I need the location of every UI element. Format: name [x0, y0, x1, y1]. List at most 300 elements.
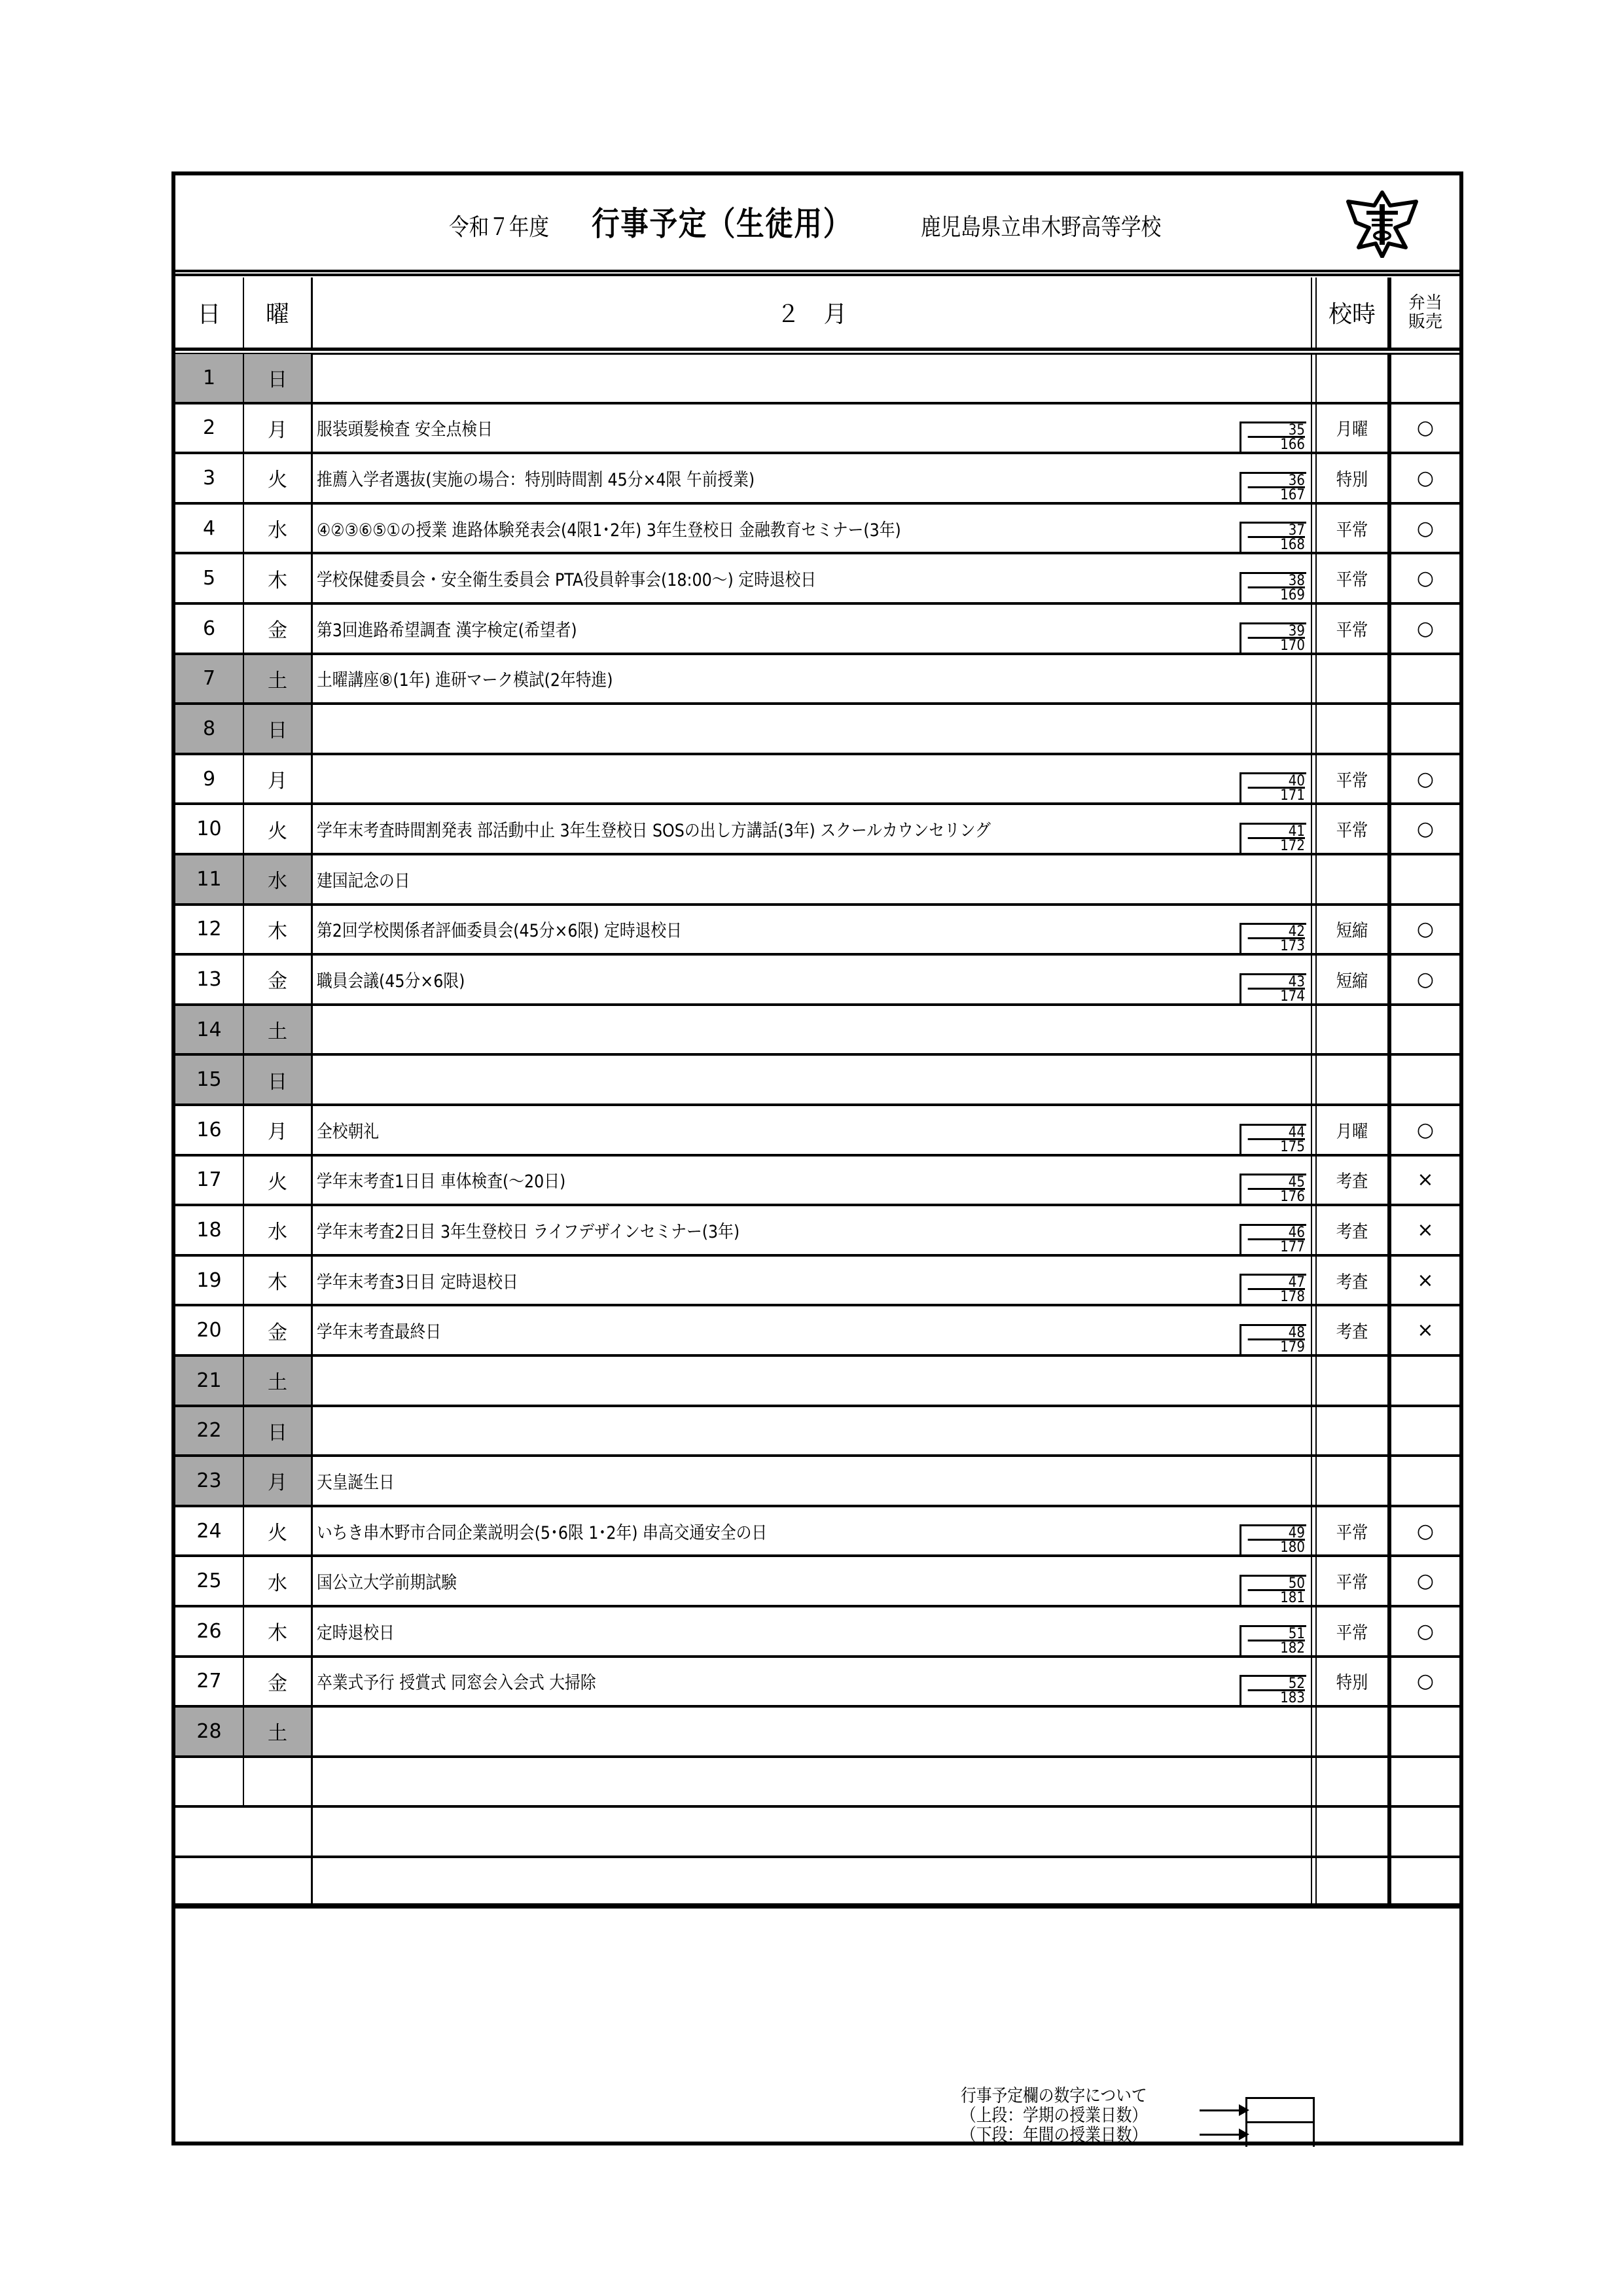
event-cell [313, 1808, 1312, 1856]
header-month: ２ 月 [313, 278, 1312, 348]
event-text: 全校朝礼 [317, 1121, 380, 1142]
year-class-days: 167 [1280, 486, 1305, 503]
day-number: 11 [175, 855, 244, 903]
term-class-days: 39 [1248, 624, 1305, 639]
title-band [175, 175, 1459, 272]
legend-box-lower [1247, 2123, 1313, 2147]
event-text: 職員会議(45分×6限) [317, 971, 465, 992]
table-row [175, 1006, 1459, 1056]
table-row [175, 1557, 1459, 1607]
period-mode [1317, 1607, 1391, 1655]
day-number: 21 [175, 1357, 244, 1405]
year-class-days: 172 [1280, 837, 1305, 854]
table-row [175, 1758, 1459, 1808]
term-class-days: 43 [1248, 975, 1305, 990]
class-day-count [1240, 1524, 1306, 1554]
period-mode [1317, 705, 1391, 753]
event-cell [313, 554, 1312, 602]
day-number: 10 [175, 805, 244, 853]
event-cell [313, 1708, 1312, 1755]
term-class-days: 35 [1248, 423, 1305, 438]
period-mode-text: 月曜 [1336, 1121, 1368, 1142]
event-cell [313, 1306, 1312, 1354]
day-number: 16 [175, 1106, 244, 1154]
weekday: 木 [244, 1257, 313, 1304]
event-text: 卒業式予行 授賞式 同窓会入会式 大掃除 [317, 1673, 596, 1694]
event-cell [313, 1006, 1312, 1054]
day-number: 6 [175, 605, 244, 653]
table-row [175, 1306, 1459, 1357]
term-class-days: 50 [1248, 1577, 1305, 1591]
lunch-sales-mark: ○ [1416, 967, 1435, 991]
header-day: 日 [175, 278, 244, 348]
table-row [175, 404, 1459, 455]
weekday [244, 1808, 313, 1856]
weekday [244, 1758, 313, 1806]
class-day-count [1240, 1274, 1306, 1304]
legend-arrow-lower-icon [1200, 2134, 1240, 2136]
year-class-days: 181 [1280, 1589, 1305, 1606]
lunch-sales-mark: ○ [1416, 817, 1435, 841]
event-text: 定時退校日 [317, 1623, 395, 1643]
weekday: 金 [244, 1658, 313, 1706]
event-cell [313, 805, 1312, 853]
header-lunch-line1: 弁当 [1408, 293, 1442, 313]
day-number: 19 [175, 1257, 244, 1304]
term-class-days: 44 [1248, 1126, 1305, 1140]
event-cell [313, 855, 1312, 903]
school-name: 鹿児島県立串木野高等学校 [921, 214, 1162, 241]
table-row [175, 755, 1459, 806]
lunch-sales-mark [1391, 1708, 1459, 1755]
period-mode [1317, 1557, 1391, 1605]
event-cell [313, 1407, 1312, 1455]
term-class-days: 41 [1248, 825, 1305, 839]
day-number: 15 [175, 1056, 244, 1103]
lunch-sales-mark [1391, 1858, 1459, 1903]
lunch-sales-mark: ○ [1416, 918, 1435, 941]
lunch-sales-mark [1391, 354, 1459, 402]
term-class-days: 45 [1248, 1175, 1305, 1190]
term-class-days: 49 [1248, 1526, 1305, 1541]
legend-heading: 行事予定欄の数字について [961, 2086, 1147, 2106]
period-mode [1317, 1758, 1391, 1806]
class-day-count [1240, 622, 1306, 653]
weekday [244, 1858, 313, 1903]
period-mode [1317, 505, 1391, 552]
period-mode [1317, 404, 1391, 452]
weekday: 日 [244, 354, 313, 402]
lunch-sales-mark: × [1417, 1268, 1434, 1292]
event-text: 建国記念の日 [317, 870, 410, 891]
period-mode [1317, 554, 1391, 602]
weekday: 土 [244, 655, 313, 703]
lunch-sales-mark [1391, 1758, 1459, 1806]
day-number: 5 [175, 554, 244, 602]
period-mode [1317, 1808, 1391, 1856]
event-cell [313, 1056, 1312, 1103]
lunch-sales-mark [1391, 1006, 1459, 1054]
weekday: 土 [244, 1006, 313, 1054]
event-text: 第3回進路希望調査 漢字検定(希望者) [317, 620, 577, 641]
event-cell [313, 1507, 1312, 1555]
weekday: 木 [244, 1607, 313, 1655]
page-title: 行事予定（生徒用） [592, 205, 852, 243]
event-text: ④②③⑥⑤①の授業 進路体験発表会(4限1･2年) 3年生登校日 金融教育セミナー(3年) [317, 520, 901, 541]
term-class-days: 38 [1248, 574, 1305, 588]
period-mode-text: 平常 [1336, 570, 1368, 591]
term-class-days: 37 [1248, 524, 1305, 538]
class-day-count [1240, 923, 1306, 953]
legend-box-upper [1247, 2099, 1313, 2123]
legend-count-box [1245, 2097, 1315, 2147]
period-mode [1317, 755, 1391, 803]
table-row [175, 855, 1459, 906]
table-row [175, 605, 1459, 655]
term-class-days: 52 [1248, 1677, 1305, 1691]
class-day-count [1240, 422, 1306, 452]
year-class-days: 182 [1280, 1640, 1305, 1657]
lunch-sales-mark: ○ [1416, 1519, 1435, 1543]
day-number: 2 [175, 404, 244, 452]
lunch-sales-mark [1391, 1457, 1459, 1505]
period-mode [1317, 906, 1391, 954]
table-row [175, 1206, 1459, 1257]
lunch-sales-mark: ○ [1416, 567, 1435, 590]
class-day-count [1240, 1174, 1306, 1204]
lunch-sales-mark: × [1417, 1319, 1434, 1342]
weekday: 金 [244, 956, 313, 1003]
lunch-sales-mark: × [1417, 1168, 1434, 1192]
day-number [175, 1758, 244, 1806]
period-mode [1317, 655, 1391, 703]
year-class-days: 173 [1280, 938, 1305, 955]
event-text: 推薦入学者選抜(実施の場合：特別時間割 45分×4限 午前授業) [317, 469, 755, 490]
lunch-sales-mark [1391, 855, 1459, 903]
weekday: 木 [244, 906, 313, 954]
class-day-count [1240, 973, 1306, 1003]
day-number: 8 [175, 705, 244, 753]
event-text: 土曜講座⑧(1年) 進研マーク模試(2年特進) [317, 670, 613, 691]
weekday: 水 [244, 1557, 313, 1605]
weekday: 土 [244, 1357, 313, 1405]
class-day-count [1240, 1324, 1306, 1354]
period-mode [1317, 1457, 1391, 1505]
lunch-sales-mark [1391, 1056, 1459, 1103]
term-class-days: 47 [1248, 1276, 1305, 1290]
period-mode-text: 平常 [1336, 770, 1368, 791]
weekday: 水 [244, 855, 313, 903]
header-weekday: 曜 [244, 278, 313, 348]
period-mode-text: 短縮 [1336, 971, 1368, 992]
table-row [175, 354, 1459, 404]
weekday: 水 [244, 505, 313, 552]
period-mode-text: 平常 [1336, 1573, 1368, 1594]
term-class-days: 48 [1248, 1326, 1305, 1340]
day-number: 18 [175, 1206, 244, 1254]
legend-upper: （上段：学期の授業日数） [961, 2106, 1148, 2126]
table-row [175, 1708, 1459, 1758]
table-row [175, 1357, 1459, 1407]
class-day-count [1240, 522, 1306, 552]
year-class-days: 168 [1280, 537, 1305, 554]
event-cell [313, 354, 1312, 402]
class-day-count [1240, 1625, 1306, 1655]
event-cell [313, 1758, 1312, 1806]
weekday: 金 [244, 605, 313, 653]
event-cell [313, 906, 1312, 954]
lunch-sales-mark [1391, 1357, 1459, 1405]
table-row [175, 1808, 1459, 1858]
year-class-days: 166 [1280, 437, 1305, 454]
table-row [175, 655, 1459, 706]
year-class-days: 180 [1280, 1539, 1305, 1556]
period-mode-text: 考査 [1336, 1322, 1368, 1343]
period-mode [1317, 1306, 1391, 1354]
event-cell [313, 1206, 1312, 1254]
period-mode-text: 平常 [1336, 821, 1368, 842]
period-mode [1317, 605, 1391, 653]
year-class-days: 175 [1280, 1138, 1305, 1155]
weekday: 火 [244, 454, 313, 502]
year-class-days: 178 [1280, 1289, 1305, 1306]
lunch-sales-mark [1391, 1808, 1459, 1856]
day-number: 4 [175, 505, 244, 552]
table-row [175, 805, 1459, 855]
class-day-count [1240, 1575, 1306, 1605]
period-mode [1317, 1357, 1391, 1405]
day-number: 24 [175, 1507, 244, 1555]
event-text: 第2回学校関係者評価委員会(45分×6限) 定時退校日 [317, 921, 682, 942]
event-cell [313, 1106, 1312, 1154]
weekday: 水 [244, 1206, 313, 1254]
event-cell [313, 1858, 1312, 1903]
year-class-days: 183 [1280, 1690, 1305, 1707]
event-cell [313, 655, 1312, 703]
year-class-days: 174 [1280, 988, 1305, 1005]
table-row [175, 1457, 1459, 1507]
lunch-sales-mark: ○ [1416, 767, 1435, 791]
event-cell [313, 1357, 1312, 1405]
period-mode-text: 特別 [1336, 469, 1368, 490]
period-mode-text: 平常 [1336, 620, 1368, 641]
weekday: 火 [244, 1157, 313, 1204]
header-period-mode: 校時 [1317, 278, 1391, 348]
day-number: 23 [175, 1457, 244, 1505]
weekday: 金 [244, 1306, 313, 1354]
event-cell [313, 1658, 1312, 1706]
class-day-count [1240, 772, 1306, 802]
table-row [175, 1407, 1459, 1458]
lunch-sales-mark: ○ [1416, 617, 1435, 640]
event-cell [313, 1257, 1312, 1304]
event-cell [313, 454, 1312, 502]
day-number: 12 [175, 906, 244, 954]
table-row [175, 705, 1459, 755]
event-cell [313, 755, 1312, 803]
event-cell [313, 956, 1312, 1003]
event-text: 学年末考査3日目 定時退校日 [317, 1272, 518, 1293]
table-row [175, 1658, 1459, 1708]
day-number: 13 [175, 956, 244, 1003]
term-class-days: 46 [1248, 1226, 1305, 1240]
term-class-days: 40 [1248, 774, 1305, 789]
period-mode-text: 特別 [1336, 1673, 1368, 1694]
weekday: 月 [244, 1457, 313, 1505]
table-row [175, 1106, 1459, 1157]
table-row [175, 554, 1459, 605]
period-mode [1317, 354, 1391, 402]
period-mode [1317, 1006, 1391, 1054]
lunch-sales-mark [1391, 705, 1459, 753]
period-mode [1317, 454, 1391, 502]
lunch-sales-mark: ○ [1416, 1619, 1435, 1643]
period-mode-text: 短縮 [1336, 921, 1368, 942]
fiscal-year: 令和７年度 [448, 214, 549, 241]
event-cell [313, 1157, 1312, 1204]
header-lunch-line2: 販売 [1408, 312, 1442, 332]
event-text: 学年末考査1日目 車体検査(～20日) [317, 1172, 566, 1193]
event-text: 学年末考査時間割発表 部活動中止 3年生登校日 SOSの出し方講話(3年) スクールカウンセリング [317, 821, 991, 842]
day-number: 9 [175, 755, 244, 803]
day-number: 28 [175, 1708, 244, 1755]
year-class-days: 169 [1280, 586, 1305, 603]
year-class-days: 179 [1280, 1338, 1305, 1355]
event-cell [313, 705, 1312, 753]
table-row [175, 1507, 1459, 1558]
weekday: 火 [244, 805, 313, 853]
term-class-days: 42 [1248, 925, 1305, 939]
event-cell [313, 605, 1312, 653]
legend-arrow-upper-icon [1200, 2109, 1240, 2111]
day-number: 14 [175, 1006, 244, 1054]
lunch-sales-mark: ○ [1416, 416, 1435, 440]
table-row [175, 1858, 1459, 1909]
event-text: いちき串木野市合同企業説明会(5･6限 1･2年) 串高交通安全の日 [317, 1522, 768, 1543]
class-day-count [1240, 1124, 1306, 1154]
lunch-sales-mark: ○ [1416, 516, 1435, 540]
event-text: 天皇誕生日 [317, 1472, 395, 1493]
day-number: 25 [175, 1557, 244, 1605]
event-text: 学年末考査最終日 [317, 1322, 442, 1343]
day-number: 22 [175, 1407, 244, 1455]
lunch-sales-mark: ○ [1416, 1670, 1435, 1693]
table-row [175, 505, 1459, 555]
day-number [175, 1858, 244, 1903]
period-mode [1317, 1507, 1391, 1555]
table-row [175, 1056, 1459, 1106]
school-emblem-icon [1343, 190, 1421, 258]
day-number: 27 [175, 1658, 244, 1706]
event-text: 学校保健委員会・安全衛生委員会 PTA役員幹事会(18:00～) 定時退校日 [317, 570, 817, 591]
period-mode-text: 月曜 [1336, 420, 1368, 440]
event-cell [313, 505, 1312, 552]
period-mode [1317, 1708, 1391, 1755]
title-line [175, 206, 1459, 245]
period-mode-text: 平常 [1336, 1623, 1368, 1643]
event-text: 学年末考査2日目 3年生登校日 ライフデザインセミナー(3年) [317, 1221, 740, 1242]
table-row [175, 906, 1459, 956]
lunch-sales-mark: × [1417, 1218, 1434, 1242]
period-mode [1317, 1056, 1391, 1103]
weekday: 日 [244, 1056, 313, 1103]
class-day-count [1240, 823, 1306, 853]
class-day-count [1240, 472, 1306, 502]
period-mode-text: 平常 [1336, 1522, 1368, 1543]
lunch-sales-mark [1391, 1407, 1459, 1455]
lunch-sales-mark: ○ [1416, 1570, 1435, 1593]
weekday: 月 [244, 1106, 313, 1154]
day-number: 3 [175, 454, 244, 502]
weekday: 月 [244, 404, 313, 452]
weekday: 木 [244, 554, 313, 602]
lunch-sales-mark [1391, 655, 1459, 703]
period-mode-text: 考査 [1336, 1272, 1368, 1293]
table-row [175, 956, 1459, 1006]
legend-lower: （下段：年間の授業日数） [961, 2125, 1148, 2145]
year-class-days: 171 [1280, 787, 1305, 804]
event-text: 国公立大学前期試験 [317, 1573, 457, 1594]
year-class-days: 177 [1280, 1238, 1305, 1255]
table-row [175, 454, 1459, 505]
period-mode [1317, 855, 1391, 903]
header-lunch-sales [1391, 278, 1459, 348]
period-mode [1317, 1157, 1391, 1204]
day-number: 20 [175, 1306, 244, 1354]
weekday: 月 [244, 755, 313, 803]
weekday: 火 [244, 1507, 313, 1555]
year-class-days: 170 [1280, 637, 1305, 654]
period-mode [1317, 1257, 1391, 1304]
year-class-days: 176 [1280, 1189, 1305, 1206]
class-day-count [1240, 572, 1306, 602]
lunch-sales-mark: ○ [1416, 466, 1435, 490]
period-mode-text: 考査 [1336, 1172, 1368, 1193]
period-mode [1317, 1407, 1391, 1455]
weekday: 土 [244, 1708, 313, 1755]
day-number: 17 [175, 1157, 244, 1204]
period-mode [1317, 956, 1391, 1003]
event-cell [313, 1607, 1312, 1655]
day-number [175, 1808, 244, 1856]
table-row [175, 1607, 1459, 1658]
period-mode [1317, 1206, 1391, 1254]
schedule-sheet [171, 171, 1463, 2145]
table-row [175, 1157, 1459, 1207]
term-class-days: 36 [1248, 474, 1305, 488]
event-cell [313, 1557, 1312, 1605]
table-header [175, 278, 1459, 351]
day-number: 1 [175, 354, 244, 402]
day-number: 26 [175, 1607, 244, 1655]
class-day-count [1240, 1675, 1306, 1705]
period-mode-text: 平常 [1336, 520, 1368, 541]
day-number: 7 [175, 655, 244, 703]
term-class-days: 51 [1248, 1627, 1305, 1641]
period-mode [1317, 805, 1391, 853]
event-cell [313, 404, 1312, 452]
table-row [175, 1257, 1459, 1307]
weekday: 日 [244, 705, 313, 753]
event-text: 服装頭髪検査 安全点検日 [317, 420, 493, 440]
event-cell [313, 1457, 1312, 1505]
class-day-count [1240, 1224, 1306, 1254]
period-mode [1317, 1858, 1391, 1903]
lunch-sales-mark: ○ [1416, 1118, 1435, 1141]
weekday: 日 [244, 1407, 313, 1455]
period-mode [1317, 1106, 1391, 1154]
period-mode [1317, 1658, 1391, 1706]
